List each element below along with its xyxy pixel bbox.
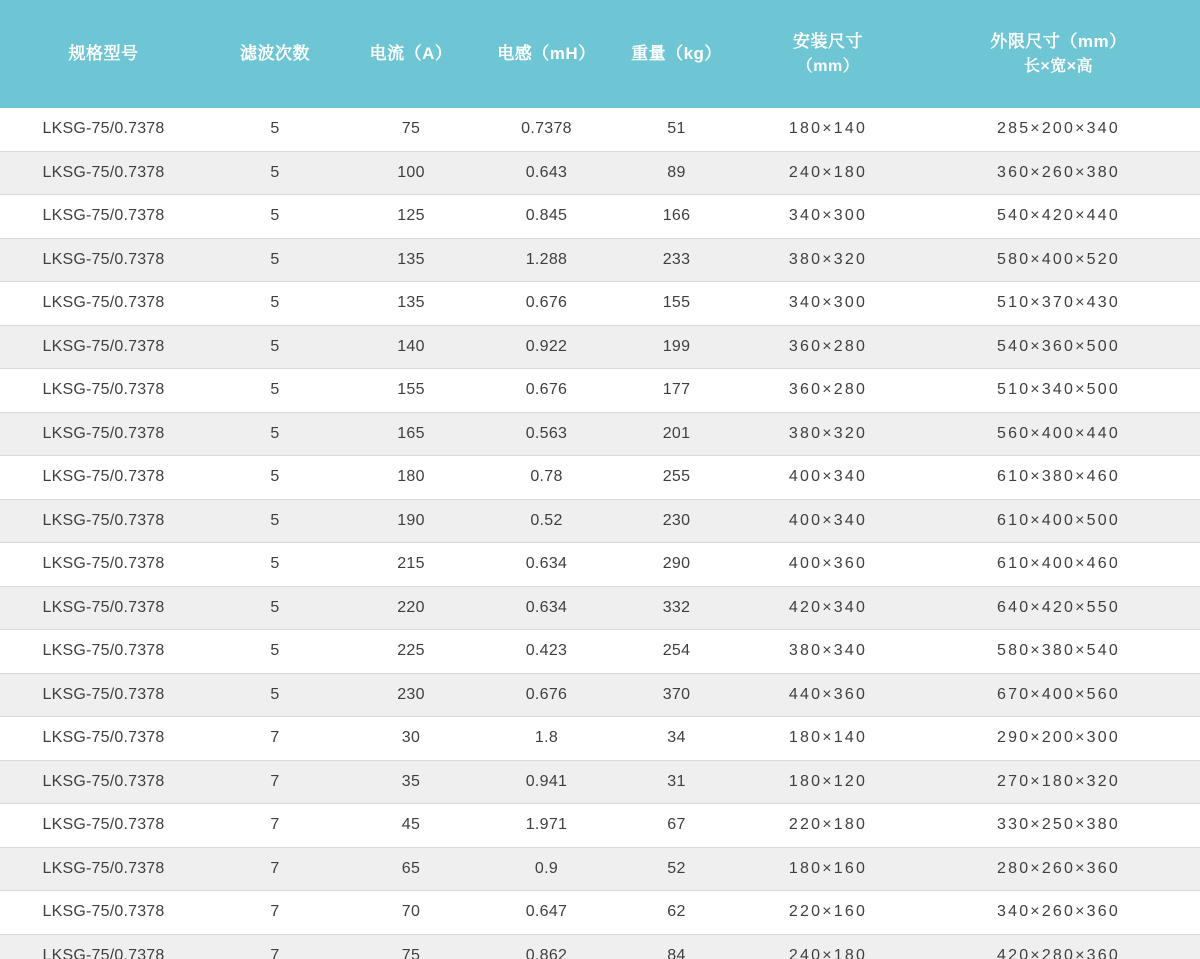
cell-weight: 255 (614, 456, 739, 500)
table-row (0, 630, 1200, 674)
cell-inductance: 0.647 (479, 891, 614, 935)
cell-inductance: 0.78 (479, 456, 614, 500)
cell-model: LKSG-75/0.7378 (0, 586, 207, 630)
table-row (0, 238, 1200, 282)
cell-weight: 89 (614, 151, 739, 195)
column-header-weight-label: 重量（kg） (631, 44, 722, 64)
cell-current: 135 (343, 238, 479, 282)
cell-inductance: 0.676 (479, 369, 614, 413)
cell-mounting-size: 240×180 (739, 934, 917, 959)
cell-inductance: 0.423 (479, 630, 614, 674)
cell-model: LKSG-75/0.7378 (0, 891, 207, 935)
cell-model: LKSG-75/0.7378 (0, 238, 207, 282)
column-header-current-label: 电流（A） (369, 44, 453, 64)
cell-weight: 332 (614, 586, 739, 630)
cell-inductance: 0.563 (479, 412, 614, 456)
cell-mounting-size: 400×340 (739, 499, 917, 543)
cell-outer-size: 610×380×460 (917, 456, 1200, 500)
cell-model: LKSG-75/0.7378 (0, 195, 207, 239)
cell-inductance: 0.845 (479, 195, 614, 239)
cell-model: LKSG-75/0.7378 (0, 108, 207, 151)
cell-filter-order: 5 (207, 456, 343, 500)
cell-inductance: 1.288 (479, 238, 614, 282)
cell-outer-size: 580×400×520 (917, 238, 1200, 282)
table-row (0, 673, 1200, 717)
cell-filter-order: 7 (207, 804, 343, 848)
cell-mounting-size: 400×340 (739, 456, 917, 500)
cell-mounting-size: 380×320 (739, 412, 917, 456)
table-row (0, 456, 1200, 500)
table-row (0, 934, 1200, 959)
table-row (0, 717, 1200, 761)
column-header-weight (614, 0, 739, 108)
column-header-mounting-size-label: 安装尺寸 (793, 32, 863, 52)
table-row (0, 412, 1200, 456)
cell-mounting-size: 340×300 (739, 282, 917, 326)
cell-filter-order: 5 (207, 412, 343, 456)
cell-filter-order: 5 (207, 369, 343, 413)
cell-outer-size: 340×260×360 (917, 891, 1200, 935)
column-header-inductance (479, 0, 614, 108)
cell-inductance: 0.862 (479, 934, 614, 959)
table-header (0, 0, 1200, 108)
cell-filter-order: 5 (207, 151, 343, 195)
cell-outer-size: 280×260×360 (917, 847, 1200, 891)
cell-outer-size: 420×280×360 (917, 934, 1200, 959)
column-header-filter-order-label: 滤波次数 (240, 44, 310, 64)
cell-filter-order: 7 (207, 891, 343, 935)
cell-model: LKSG-75/0.7378 (0, 934, 207, 959)
table-row (0, 282, 1200, 326)
table-row (0, 151, 1200, 195)
cell-weight: 201 (614, 412, 739, 456)
cell-outer-size: 360×260×380 (917, 151, 1200, 195)
cell-current: 230 (343, 673, 479, 717)
cell-inductance: 0.52 (479, 499, 614, 543)
cell-weight: 233 (614, 238, 739, 282)
cell-current: 125 (343, 195, 479, 239)
cell-mounting-size: 180×140 (739, 108, 917, 151)
cell-filter-order: 5 (207, 543, 343, 587)
cell-filter-order: 5 (207, 586, 343, 630)
cell-outer-size: 510×370×430 (917, 282, 1200, 326)
cell-model: LKSG-75/0.7378 (0, 151, 207, 195)
cell-current: 75 (343, 934, 479, 959)
column-header-outer-size-detail: 长×宽×高 (1023, 57, 1094, 75)
column-header-current (343, 0, 479, 108)
cell-model: LKSG-75/0.7378 (0, 717, 207, 761)
cell-current: 190 (343, 499, 479, 543)
cell-filter-order: 5 (207, 673, 343, 717)
cell-outer-size: 510×340×500 (917, 369, 1200, 413)
cell-mounting-size: 360×280 (739, 369, 917, 413)
cell-filter-order: 5 (207, 325, 343, 369)
cell-mounting-size: 220×160 (739, 891, 917, 935)
column-header-outer-size (917, 0, 1200, 108)
cell-current: 70 (343, 891, 479, 935)
cell-inductance: 0.922 (479, 325, 614, 369)
cell-mounting-size: 420×340 (739, 586, 917, 630)
cell-mounting-size: 440×360 (739, 673, 917, 717)
table-row (0, 543, 1200, 587)
table-row (0, 847, 1200, 891)
cell-current: 35 (343, 760, 479, 804)
header-row (0, 0, 1200, 108)
cell-weight: 84 (614, 934, 739, 959)
column-header-mounting-size (739, 0, 917, 108)
cell-current: 65 (343, 847, 479, 891)
cell-model: LKSG-75/0.7378 (0, 630, 207, 674)
cell-weight: 67 (614, 804, 739, 848)
cell-weight: 52 (614, 847, 739, 891)
table-row (0, 325, 1200, 369)
cell-outer-size: 640×420×550 (917, 586, 1200, 630)
cell-outer-size: 540×360×500 (917, 325, 1200, 369)
cell-current: 100 (343, 151, 479, 195)
cell-weight: 51 (614, 108, 739, 151)
cell-mounting-size: 180×140 (739, 717, 917, 761)
cell-weight: 370 (614, 673, 739, 717)
cell-weight: 254 (614, 630, 739, 674)
cell-current: 180 (343, 456, 479, 500)
cell-outer-size: 285×200×340 (917, 108, 1200, 151)
cell-filter-order: 7 (207, 760, 343, 804)
cell-mounting-size: 240×180 (739, 151, 917, 195)
cell-weight: 34 (614, 717, 739, 761)
table-row (0, 195, 1200, 239)
cell-model: LKSG-75/0.7378 (0, 369, 207, 413)
cell-weight: 155 (614, 282, 739, 326)
column-header-model (0, 0, 207, 108)
cell-mounting-size: 400×360 (739, 543, 917, 587)
cell-inductance: 1.971 (479, 804, 614, 848)
table-row (0, 760, 1200, 804)
cell-mounting-size: 180×160 (739, 847, 917, 891)
cell-inductance: 0.634 (479, 543, 614, 587)
cell-weight: 230 (614, 499, 739, 543)
cell-model: LKSG-75/0.7378 (0, 760, 207, 804)
cell-mounting-size: 180×120 (739, 760, 917, 804)
cell-outer-size: 580×380×540 (917, 630, 1200, 674)
column-header-inductance-label: 电感（mH） (497, 44, 596, 64)
cell-outer-size: 540×420×440 (917, 195, 1200, 239)
cell-outer-size: 270×180×320 (917, 760, 1200, 804)
cell-model: LKSG-75/0.7378 (0, 543, 207, 587)
cell-current: 215 (343, 543, 479, 587)
cell-filter-order: 5 (207, 282, 343, 326)
cell-filter-order: 7 (207, 847, 343, 891)
cell-mounting-size: 380×320 (739, 238, 917, 282)
cell-filter-order: 5 (207, 499, 343, 543)
cell-weight: 166 (614, 195, 739, 239)
cell-inductance: 0.9 (479, 847, 614, 891)
cell-weight: 177 (614, 369, 739, 413)
cell-filter-order: 5 (207, 195, 343, 239)
cell-weight: 62 (614, 891, 739, 935)
cell-outer-size: 290×200×300 (917, 717, 1200, 761)
table-row (0, 108, 1200, 151)
cell-current: 135 (343, 282, 479, 326)
cell-inductance: 0.643 (479, 151, 614, 195)
cell-weight: 31 (614, 760, 739, 804)
cell-outer-size: 670×400×560 (917, 673, 1200, 717)
cell-outer-size: 610×400×460 (917, 543, 1200, 587)
table-row (0, 586, 1200, 630)
column-header-model-label: 规格型号 (68, 44, 139, 64)
cell-filter-order: 5 (207, 238, 343, 282)
cell-model: LKSG-75/0.7378 (0, 847, 207, 891)
table-row (0, 499, 1200, 543)
cell-filter-order: 5 (207, 108, 343, 151)
cell-inductance: 0.676 (479, 282, 614, 326)
cell-current: 75 (343, 108, 479, 151)
cell-filter-order: 7 (207, 934, 343, 959)
table-row (0, 891, 1200, 935)
cell-current: 220 (343, 586, 479, 630)
cell-current: 30 (343, 717, 479, 761)
cell-inductance: 0.676 (479, 673, 614, 717)
cell-inductance: 0.941 (479, 760, 614, 804)
cell-inductance: 1.8 (479, 717, 614, 761)
table-row (0, 369, 1200, 413)
cell-inductance: 0.7378 (479, 108, 614, 151)
column-header-outer-size-label: 外限尺寸（mm） (990, 32, 1127, 52)
cell-model: LKSG-75/0.7378 (0, 456, 207, 500)
column-header-filter-order (207, 0, 343, 108)
cell-model: LKSG-75/0.7378 (0, 673, 207, 717)
cell-current: 165 (343, 412, 479, 456)
cell-current: 155 (343, 369, 479, 413)
cell-outer-size: 560×400×440 (917, 412, 1200, 456)
cell-mounting-size: 360×280 (739, 325, 917, 369)
cell-current: 225 (343, 630, 479, 674)
cell-inductance: 0.634 (479, 586, 614, 630)
cell-current: 45 (343, 804, 479, 848)
table-row (0, 804, 1200, 848)
cell-mounting-size: 220×180 (739, 804, 917, 848)
cell-model: LKSG-75/0.7378 (0, 282, 207, 326)
cell-outer-size: 610×400×500 (917, 499, 1200, 543)
cell-outer-size: 330×250×380 (917, 804, 1200, 848)
table-body (0, 108, 1200, 959)
cell-weight: 290 (614, 543, 739, 587)
cell-current: 140 (343, 325, 479, 369)
cell-filter-order: 5 (207, 630, 343, 674)
cell-mounting-size: 380×340 (739, 630, 917, 674)
cell-model: LKSG-75/0.7378 (0, 804, 207, 848)
cell-model: LKSG-75/0.7378 (0, 499, 207, 543)
cell-mounting-size: 340×300 (739, 195, 917, 239)
cell-model: LKSG-75/0.7378 (0, 412, 207, 456)
cell-weight: 199 (614, 325, 739, 369)
cell-filter-order: 7 (207, 717, 343, 761)
column-header-mounting-size-unit: （mm） (796, 57, 860, 75)
cell-model: LKSG-75/0.7378 (0, 325, 207, 369)
